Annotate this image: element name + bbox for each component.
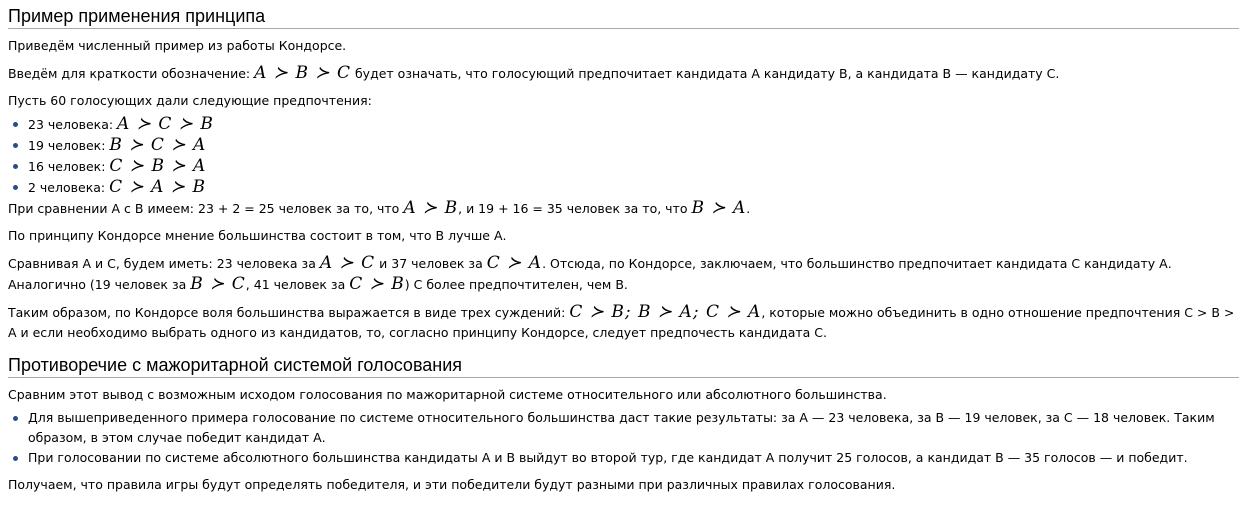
paragraph-final: Получаем, что правила игры будут определять победителя, и эти победители будут разными при различных правилах голосования. xyxy=(8,477,896,492)
formula-a-over-b: A ≻ B xyxy=(403,198,459,218)
text-fragment: При сравнении А с В имеем: 23 + 2 = 25 человек за то, что xyxy=(8,201,404,216)
notation-formula: A ≻ B ≻ C xyxy=(254,63,351,83)
formula-b-over-c: B ≻ C xyxy=(190,274,246,294)
preference-formula: C ≻ A ≻ B xyxy=(109,177,206,197)
preference-formula: C ≻ B ≻ A xyxy=(109,156,207,176)
paragraph-conclusion xyxy=(8,302,1239,343)
preference-formula: A ≻ C ≻ B xyxy=(117,114,214,134)
section-heading-example: Пример применения принципа xyxy=(8,0,1239,29)
text-fragment: . Отсюда, по Кондорсе, заключаем, что большинство предпочитает кандидата С кандидату А. Аналогично (19 человек за xyxy=(8,256,1172,292)
text-fragment: , и 19 + 16 = 35 человек за то, что xyxy=(458,201,692,216)
notation-text-after: будет означать, что голосующий предпочитает кандидата А кандидату В, а кандидата В — кандидату С. xyxy=(351,66,1060,81)
list-item xyxy=(28,135,1239,156)
list-item xyxy=(28,156,1239,177)
section-heading-contradiction: Противоречие с мажоритарной системой голосования xyxy=(8,351,1239,378)
text-fragment: Сравнивая А и С, будем иметь: 23 человека за xyxy=(8,256,320,271)
notation-text-before: Введём для краткости обозначение: xyxy=(8,66,255,81)
preference-formula: B ≻ C ≻ A xyxy=(109,135,207,155)
preference-label: 23 человека: xyxy=(28,117,118,132)
text-fragment: ) С более предпочтителен, чем В. xyxy=(404,277,628,292)
preference-label: 16 человек: xyxy=(28,159,110,174)
paragraph-notation xyxy=(8,63,1239,84)
paragraph-compare-ac xyxy=(8,253,1239,295)
formula-a-over-c: A ≻ C xyxy=(319,253,376,273)
formula-c-over-b: C ≻ B xyxy=(349,274,405,294)
list-item xyxy=(28,114,1239,135)
paragraph-compare-intro: Сравним этот вывод с возможным исходом голосования по мажоритарной системе относительного или абсолютного большинства. xyxy=(8,387,887,402)
text-fragment: . xyxy=(746,201,751,216)
list-item: Для вышеприведенного примера голосование по системе относительного большинства даст такие результаты: за А — 23 человека, за В — 19 человек, за С — 18 человек. Таким образом, в этом случае победит кандидат А. xyxy=(28,408,1239,448)
majority-results-list xyxy=(8,408,1239,468)
formula-b-over-a: B ≻ A xyxy=(691,198,747,218)
text-fragment: , которые можно объединить в одно отношение предпочтения С > В > А и если необходимо выбрать одного из кандидатов, то, согласно принципу Кондорсе, следует предпочесть кандидата С. xyxy=(8,305,1235,340)
text-fragment: , 41 человек за xyxy=(245,277,350,292)
formula-c-over-a: C ≻ A xyxy=(486,253,543,273)
list-item xyxy=(28,177,1239,198)
formula-three-judgments: C ≻ B; B ≻ A; C ≻ A xyxy=(569,302,762,322)
paragraph-intro: Приведём численный пример из работы Кондорсе. xyxy=(8,38,347,53)
preferences-list xyxy=(8,114,1239,198)
paragraph-voters: Пусть 60 голосующих дали следующие предпочтения: xyxy=(8,93,372,108)
paragraph-principle: По принципу Кондорсе мнение большинства состоит в том, что В лучше А. xyxy=(8,228,507,243)
preference-label: 19 человек: xyxy=(28,138,110,153)
paragraph-compare-ab xyxy=(8,198,1239,219)
list-item: При голосовании по системе абсолютного большинства кандидаты А и В выйдут во второй тур, где кандидат А получит 25 голосов, а кандидат В — 35 голосов — и победит. xyxy=(28,448,1239,468)
text-fragment: Таким образом, по Кондорсе воля большинства выражается в виде трех суждений: xyxy=(8,305,570,320)
text-fragment: и 37 человек за xyxy=(375,256,487,271)
preference-label: 2 человека: xyxy=(28,180,110,195)
